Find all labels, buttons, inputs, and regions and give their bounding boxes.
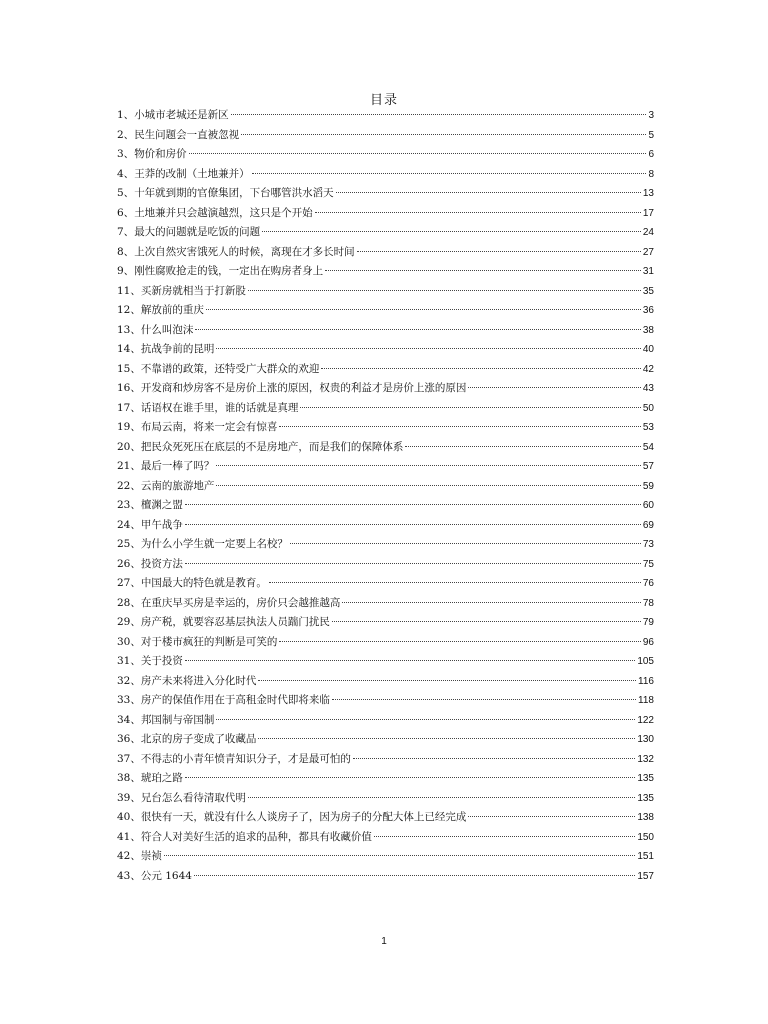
toc-entry[interactable] (117, 360, 654, 380)
dot-leader (216, 348, 641, 349)
toc-entry-label: 房产的保值作用在于高租金时代即将来临 (140, 694, 330, 706)
toc-entry[interactable] (117, 750, 654, 770)
toc-entry-page: 50 (642, 402, 654, 414)
dot-leader (241, 134, 646, 135)
toc-entry-page: 116 (638, 675, 654, 687)
dot-leader (252, 173, 647, 174)
toc-entry-number: 17、 (117, 401, 141, 414)
toc-entry-page: 157 (637, 870, 654, 882)
toc-entry-label: 关于投资 (140, 655, 183, 667)
toc-entry-page: 118 (638, 695, 654, 706)
toc-entry-label: 布局云南，将来一定会有惊喜 (140, 421, 278, 433)
toc-entry[interactable] (117, 730, 654, 750)
toc-entry-number: 9、 (117, 265, 135, 277)
toc-entry-number: 19、 (117, 421, 141, 433)
toc-entry-label: 为什么小学生就一定要上名校？ (140, 538, 288, 550)
toc-entry[interactable] (117, 106, 654, 126)
toc-entry[interactable] (117, 594, 654, 614)
toc-entry-page: 24 (642, 227, 654, 238)
toc-entry[interactable] (117, 282, 654, 302)
dot-leader (248, 797, 635, 798)
toc-entry[interactable] (117, 418, 654, 438)
toc-entry-label: 檀渊之盟 (140, 499, 183, 511)
dot-leader (279, 426, 641, 427)
page-number: 1 (381, 936, 387, 947)
toc-entry-number: 14、 (117, 343, 141, 355)
toc-entry-number: 16、 (117, 382, 141, 394)
toc-entry-number: 31、 (117, 655, 141, 667)
dot-leader (206, 309, 641, 310)
toc-entry-label: 民生问题会一直被忽视 (134, 128, 240, 141)
toc-entry-label: 房产税，就要容忍基层执法人员踹门扰民 (140, 616, 330, 628)
toc-entry-number: 26、 (117, 557, 141, 570)
toc-entry[interactable] (117, 769, 654, 789)
toc-entry-label: 不得志的小青年愤青知识分子，才是最可怕的 (140, 752, 351, 765)
toc-entry-number: 23、 (117, 499, 141, 511)
toc-entry-number: 12、 (117, 304, 141, 316)
toc-entry-page: 54 (642, 441, 654, 453)
toc-entry[interactable] (117, 321, 654, 341)
toc-entry-page: 5 (648, 129, 654, 141)
toc-entry-number: 29、 (117, 616, 141, 628)
toc-entry-label: 解放前的重庆 (140, 304, 204, 316)
toc-entry-number: 40、 (117, 811, 141, 823)
toc-entry-label: 公元 1644 (140, 869, 192, 882)
toc-entry-label: 话语权在谁手里，谁的话就是真理 (140, 401, 299, 414)
dot-leader (216, 719, 635, 720)
toc-entry-label: 上次自然灾害饿死人的时候，离现在才多长时间 (134, 245, 355, 258)
toc-entry-page: 135 (637, 792, 654, 804)
toc-entry-number: 22、 (117, 479, 141, 492)
dot-leader (231, 114, 647, 115)
toc-entry[interactable] (117, 477, 654, 497)
dot-leader (342, 602, 641, 603)
dot-leader (216, 465, 641, 466)
toc-entry[interactable] (117, 262, 654, 282)
dot-leader (332, 621, 641, 622)
toc-entry-number: 28、 (117, 596, 141, 609)
toc-entry-label: 什么叫泡沫 (140, 323, 194, 336)
toc-entry-number: 24、 (117, 518, 141, 531)
dot-leader (325, 270, 641, 271)
toc-entry-label: 琥珀之路 (140, 772, 183, 784)
dot-leader (262, 231, 641, 232)
toc-entry[interactable] (117, 535, 654, 555)
toc-entry-number: 30、 (117, 635, 141, 648)
toc-entry-page: 96 (642, 636, 654, 648)
toc-entry-number: 33、 (117, 694, 141, 706)
toc-entry-label: 小城市老城还是新区 (134, 109, 229, 121)
toc-entry[interactable] (117, 633, 654, 653)
dot-leader (269, 582, 641, 583)
toc-entry[interactable] (117, 672, 654, 692)
toc-entry-label: 中国最大的特色就是教育。 (140, 577, 267, 589)
toc-entry-number: 15、 (117, 362, 141, 375)
toc-entry-page: 6 (648, 149, 654, 160)
toc-entry-number: 39、 (117, 791, 141, 804)
toc-entry[interactable] (117, 438, 654, 458)
toc-entry-page: 135 (637, 773, 654, 784)
toc-entry-number: 27、 (117, 577, 141, 589)
toc-entry-number: 42、 (117, 850, 141, 862)
toc-entry[interactable] (117, 555, 654, 575)
toc-entry-page: 105 (637, 656, 654, 667)
toc-entry-label: 崇祯 (140, 850, 162, 862)
toc-entry-page: 8 (648, 168, 654, 180)
toc-entry-page: 35 (642, 285, 654, 297)
dot-leader (357, 251, 641, 252)
dot-leader (189, 153, 647, 154)
toc-entry-page: 3 (648, 110, 654, 121)
dot-leader (468, 816, 635, 817)
toc-entry[interactable] (117, 496, 654, 516)
dot-leader (258, 680, 636, 681)
dot-leader (279, 641, 641, 642)
dot-leader (248, 290, 641, 291)
toc-entry-label: 邦国制与帝国制 (140, 713, 215, 726)
toc-entry-number: 3、 (117, 148, 135, 160)
toc-entry[interactable] (117, 789, 654, 809)
dot-leader (405, 446, 641, 447)
toc-entry-page: 130 (637, 734, 654, 745)
toc-entry-page: 79 (642, 617, 654, 628)
toc-entry-number: 7、 (117, 226, 135, 238)
toc-entry-number: 13、 (117, 323, 141, 336)
dot-leader (353, 758, 635, 759)
toc-entry[interactable] (117, 340, 654, 360)
toc-entry-label: 北京的房子变成了收藏品 (140, 733, 257, 745)
toc-entry[interactable] (117, 184, 654, 204)
toc-entry[interactable] (117, 165, 654, 185)
toc-entry[interactable] (117, 691, 654, 711)
toc-entry-label: 把民众死死压在底层的不是房地产，而是我们的保障体系 (140, 440, 404, 453)
dot-leader (258, 738, 635, 739)
toc-entry[interactable] (117, 204, 654, 224)
toc-entry-page: 42 (642, 363, 654, 375)
toc-entry[interactable] (117, 301, 654, 321)
toc-entry[interactable] (117, 847, 654, 867)
dot-leader (374, 836, 635, 837)
dot-leader (185, 563, 641, 564)
toc-entry[interactable] (117, 516, 654, 536)
toc-entry-page: 43 (642, 383, 654, 394)
toc-entry-label: 投资方法 (140, 557, 183, 570)
toc-entry-label: 对于楼市疯狂的判断是可笑的 (140, 635, 278, 648)
toc-entry-page: 122 (637, 714, 654, 726)
toc-entry[interactable] (117, 652, 654, 672)
toc-entry-page: 138 (637, 812, 654, 823)
toc-entry-label: 十年就到期的官僚集团，下台哪管洪水滔天 (134, 187, 334, 199)
toc-entry-number: 41、 (117, 830, 141, 843)
toc-entry-label: 物价和房价 (134, 148, 187, 160)
toc-entry[interactable] (117, 399, 654, 419)
toc-entry[interactable] (117, 828, 654, 848)
dot-leader (321, 368, 641, 369)
toc-entry-page: 69 (642, 519, 654, 531)
toc-entry-page: 132 (637, 753, 654, 765)
toc-entry-page: 57 (642, 461, 654, 472)
toc-entry-number: 8、 (117, 245, 135, 258)
toc-entry-label: 很快有一天，就没有什么人谈房子了，因为房子的分配大体上已经完成 (140, 811, 467, 823)
toc-entry[interactable] (117, 379, 654, 399)
toc-entry-number: 34、 (117, 713, 141, 726)
toc-entry[interactable] (117, 145, 654, 165)
toc-entry-label: 在重庆早买房是幸运的，房价只会越推越高 (140, 596, 341, 609)
toc-entry-page: 53 (642, 422, 654, 433)
toc-list (117, 106, 654, 886)
toc-entry-page: 73 (642, 539, 654, 550)
toc-entry-label: 王莽的改制（土地兼并） (134, 167, 250, 180)
toc-entry-page: 151 (637, 851, 654, 862)
toc-entry[interactable] (117, 613, 654, 633)
toc-entry-number: 21、 (117, 460, 141, 472)
dot-leader (195, 329, 641, 330)
toc-entry-label: 云南的旅游地产 (140, 479, 215, 492)
dot-leader (336, 192, 641, 193)
toc-entry-number: 25、 (117, 538, 141, 550)
toc-entry-number: 32、 (117, 674, 141, 687)
toc-entry[interactable] (117, 126, 654, 146)
toc-entry-number: 2、 (117, 128, 135, 141)
toc-entry[interactable] (117, 223, 654, 243)
toc-entry-page: 27 (642, 246, 654, 258)
toc-entry-label: 甲午战争 (140, 518, 183, 531)
toc-entry-number: 5、 (117, 187, 135, 199)
toc-entry-page: 38 (642, 324, 654, 336)
dot-leader (185, 504, 641, 505)
toc-entry-number: 38、 (117, 772, 141, 784)
toc-entry-page: 40 (642, 344, 654, 355)
toc-entry-label: 房产未来将进入分化时代 (140, 674, 257, 687)
toc-entry-label: 最后一棒了吗？ (140, 460, 215, 472)
toc-title: 目录 (369, 93, 398, 108)
toc-entry-label: 兄台怎么看待清取代明 (140, 791, 246, 804)
toc-entry-label: 开发商和炒房客不是房价上涨的原因，权贵的利益才是房价上涨的原因 (140, 382, 467, 394)
toc-entry-number: 1、 (117, 109, 135, 121)
toc-entry[interactable] (117, 711, 654, 731)
dot-leader (290, 543, 641, 544)
toc-entry-page: 60 (642, 500, 654, 511)
toc-entry-label: 抗战争前的昆明 (140, 343, 215, 355)
toc-entry[interactable] (117, 808, 654, 828)
dot-leader (315, 212, 641, 213)
toc-entry-page: 75 (642, 558, 654, 570)
dot-leader (164, 855, 635, 856)
toc-entry-page: 59 (642, 480, 654, 492)
toc-entry-number: 36、 (117, 733, 141, 745)
toc-entry-number: 4、 (117, 167, 135, 180)
toc-entry-label: 刚性腐败抢走的钱，一定出在购房者身上 (134, 265, 324, 277)
toc-entry-page: 150 (637, 831, 654, 843)
toc-entry-label: 土地兼并只会越演越烈，这只是个开始 (134, 206, 313, 219)
toc-entry[interactable] (117, 867, 654, 887)
toc-entry-label: 最大的问题就是吃饭的问题 (134, 226, 261, 238)
toc-entry[interactable] (117, 457, 654, 477)
toc-entry-page: 76 (642, 578, 654, 589)
toc-entry-label: 买新房就相当于打新股 (140, 284, 246, 297)
toc-entry-page: 17 (642, 207, 654, 219)
dot-leader (185, 777, 635, 778)
toc-entry-label: 符合人对美好生活的追求的品种，都具有收藏价值 (140, 830, 372, 843)
toc-entry-number: 37、 (117, 752, 141, 765)
dot-leader (185, 524, 641, 525)
dot-leader (185, 660, 635, 661)
dot-leader (332, 699, 636, 700)
toc-entry-label: 不靠谱的政策，还特受广大群众的欢迎 (140, 362, 320, 375)
dot-leader (194, 875, 635, 876)
dot-leader (216, 485, 641, 486)
toc-entry-number: 11、 (117, 284, 141, 297)
toc-entry-page: 31 (642, 266, 654, 277)
dot-leader (468, 387, 641, 388)
toc-entry[interactable] (117, 574, 654, 594)
dot-leader (300, 407, 641, 408)
toc-entry-number: 43、 (117, 869, 141, 882)
toc-entry-page: 36 (642, 305, 654, 316)
toc-entry-page: 78 (642, 597, 654, 609)
toc-entry-number: 6、 (117, 206, 135, 219)
toc-entry-page: 13 (642, 188, 654, 199)
toc-entry-number: 20、 (117, 440, 141, 453)
toc-entry[interactable] (117, 243, 654, 263)
